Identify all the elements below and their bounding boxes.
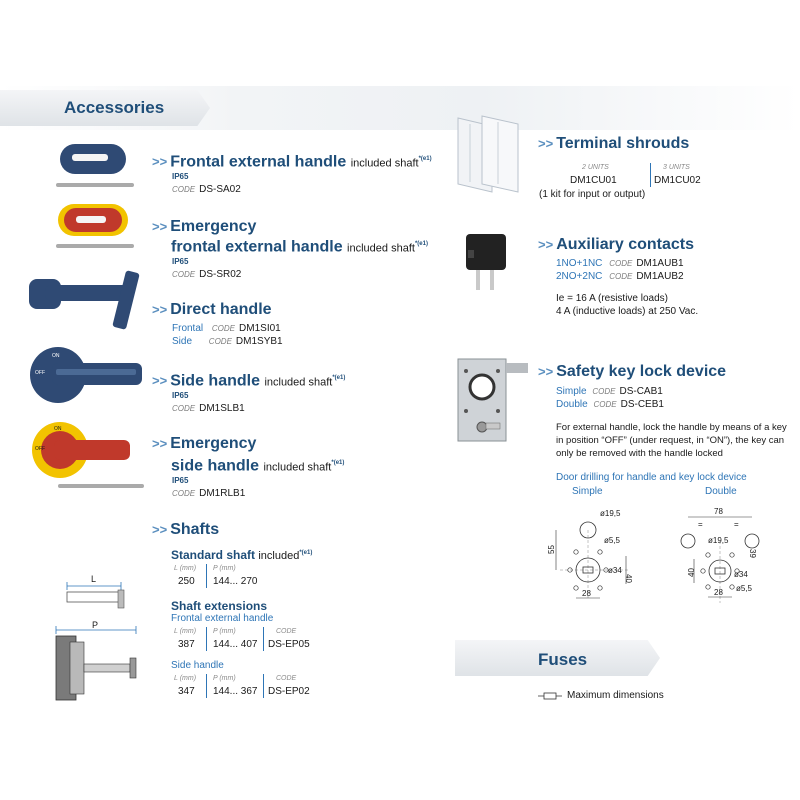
auxiliary-contact-image — [462, 230, 512, 295]
drilling-double-diagram — [672, 505, 787, 610]
svg-text:ON: ON — [52, 353, 60, 359]
aux-note-2: 4 A (inductive loads) at 250 Vac. — [556, 306, 699, 317]
terminal-col2-label: 3 UNITS — [663, 164, 690, 171]
ext-frontal-p-label: P (mm) — [213, 628, 236, 635]
ext-frontal-code-value: DS-EP05 — [268, 639, 310, 650]
direct-handle-frontal-row: Frontal CODE DM1SI01 — [172, 323, 281, 334]
divider — [650, 163, 651, 187]
svg-text:ø34: ø34 — [734, 570, 748, 579]
svg-text:39: 39 — [748, 549, 757, 558]
ext-frontal-l-label: L (mm) — [174, 628, 197, 635]
svg-text:ON: ON — [54, 426, 62, 432]
emergency-frontal-handle-image — [50, 200, 140, 252]
ext-side-p-value: 144... 367 — [213, 686, 258, 697]
side-handle-code: CODE DM1SLB1 — [172, 403, 245, 414]
ext-side-code-value: DS-EP02 — [268, 686, 310, 697]
ext-frontal-l-value: 387 — [178, 639, 195, 650]
chevron-icon: >> — [152, 154, 168, 170]
svg-text:OFF: OFF — [35, 370, 45, 376]
chevron-icon: >> — [152, 373, 168, 389]
drilling-simple-diagram — [540, 500, 650, 610]
frontal-handle-title: >> Frontal external handle included shaft$^{*(e1)}$ — [152, 153, 432, 171]
fuses-title: Fuses — [538, 650, 588, 669]
side-handle-ip: IP65 — [172, 391, 189, 400]
shafts-title: >> Shafts — [152, 521, 220, 538]
divider — [206, 564, 207, 588]
emergency-side-ip: IP65 — [172, 476, 189, 485]
divider — [206, 674, 207, 698]
divider — [263, 627, 264, 651]
ext-frontal-title: Frontal external handle — [171, 613, 274, 624]
aux-row-1: 1NO+1NC CODE DM1AUB1 — [556, 258, 684, 269]
divider — [263, 674, 264, 698]
chevron-icon: >> — [152, 219, 168, 234]
safety-row-double: Double CODE DS-CEB1 — [556, 399, 664, 410]
frontal-handle-code: CODE DS-SA02 — [172, 184, 241, 195]
ext-side-l-label: L (mm) — [174, 675, 197, 682]
direct-handle-side-row: Side CODE DM1SYB1 — [172, 336, 283, 347]
fuses-legend: Maximum dimensions — [567, 690, 664, 701]
terminal-shrouds-title: >> Terminal shrouds — [538, 135, 690, 152]
ext-frontal-p-value: 144... 407 — [213, 639, 258, 650]
side-handle-image — [30, 345, 150, 407]
fuse-dimension-icon — [538, 691, 562, 701]
side-handle-title: >> Side handle included shaft$^{*(e1)}$ — [152, 372, 346, 390]
chevron-icon: >> — [538, 237, 554, 252]
frontal-handle-ip: IP65 — [172, 172, 189, 181]
shaft-length-diagram — [58, 572, 138, 612]
emergency-side-title-2: side handle included shaft$^{*(e1)}$ — [171, 457, 345, 475]
terminal-note: (1 kit for input or output) — [539, 189, 646, 200]
direct-handle-title: >> Direct handle — [152, 301, 272, 318]
frontal-handle-image — [50, 138, 140, 190]
auxiliary-contacts-title: >> Auxiliary contacts — [538, 236, 695, 253]
safety-description: For external handle, lock the handle by means of a key in position “OFF” (under request, in “ON”), the key can only be removed with the handle locked — [556, 422, 787, 459]
svg-text:P: P — [92, 620, 99, 630]
svg-text:40: 40 — [687, 568, 696, 577]
emergency-side-title-1: >> Emergency — [152, 435, 257, 452]
svg-text:78: 78 — [714, 507, 723, 516]
drilling-double-label: Double — [705, 486, 737, 497]
emergency-side-handle-image — [30, 420, 150, 495]
standard-l-label: L (mm) — [174, 565, 197, 572]
ext-side-title: Side handle — [171, 660, 224, 671]
terminal-shrouds-image — [452, 112, 532, 200]
svg-text:28: 28 — [714, 588, 723, 597]
emergency-side-code: CODE DM1RLB1 — [172, 488, 246, 499]
ext-side-l-value: 347 — [178, 686, 195, 697]
safety-key-lock-title: >> Safety key lock device — [538, 363, 727, 380]
divider — [206, 627, 207, 651]
safety-row-simple: Simple CODE DS-CAB1 — [556, 386, 663, 397]
chevron-icon: >> — [538, 136, 554, 151]
svg-text:L: L — [91, 574, 97, 584]
standard-l-value: 250 — [178, 576, 195, 587]
chevron-icon: >> — [538, 364, 554, 379]
ext-side-code-label: CODE — [276, 675, 297, 682]
ext-side-p-label: P (mm) — [213, 675, 236, 682]
emergency-frontal-code: CODE DS-SR02 — [172, 269, 242, 280]
terminal-col2-code: DM1CU02 — [654, 175, 701, 186]
svg-text:ø19,5: ø19,5 — [708, 536, 729, 545]
svg-text:55: 55 — [547, 545, 556, 554]
terminal-col1-code: DM1CU01 — [570, 175, 617, 186]
shaft-depth-diagram — [52, 620, 142, 710]
emergency-frontal-title-2: frontal external handle included shaft$^{*(e1)}$ — [171, 238, 428, 256]
standard-p-label: P (mm) — [213, 565, 236, 572]
accessories-title: Accessories — [64, 98, 165, 117]
svg-text:OFF: OFF — [35, 446, 45, 452]
shaft-extensions-title: Shaft extensions — [171, 599, 268, 613]
aux-note-1: Ie = 16 A (resistive loads) — [556, 293, 669, 304]
svg-text:=: = — [734, 520, 739, 529]
emergency-frontal-title-1: >> Emergency — [152, 218, 257, 235]
aux-row-2: 2NO+2NC CODE DM1AUB2 — [556, 271, 684, 282]
chevron-icon: >> — [152, 436, 168, 451]
drilling-simple-label: Simple — [572, 486, 603, 497]
standard-shaft-title: Standard shaft included$^{*(e1)}$ — [171, 548, 313, 562]
direct-handle-image — [25, 265, 145, 330]
svg-text:ø5,5: ø5,5 — [736, 584, 753, 593]
svg-text:28: 28 — [582, 589, 591, 598]
drilling-title: Door drilling for handle and key lock device — [556, 472, 747, 483]
svg-text:=: = — [698, 520, 703, 529]
safety-key-lock-image — [452, 355, 532, 455]
chevron-icon: >> — [152, 302, 168, 317]
standard-p-value: 144... 270 — [213, 576, 258, 587]
svg-text:40: 40 — [624, 574, 633, 583]
svg-text:ø5,5: ø5,5 — [604, 536, 621, 545]
svg-text:ø34: ø34 — [608, 566, 622, 575]
emergency-frontal-ip: IP65 — [172, 257, 189, 266]
ext-frontal-code-label: CODE — [276, 628, 297, 635]
svg-text:ø19,5: ø19,5 — [600, 509, 621, 518]
terminal-col1-label: 2 UNITS — [582, 164, 609, 171]
chevron-icon: >> — [152, 522, 168, 537]
